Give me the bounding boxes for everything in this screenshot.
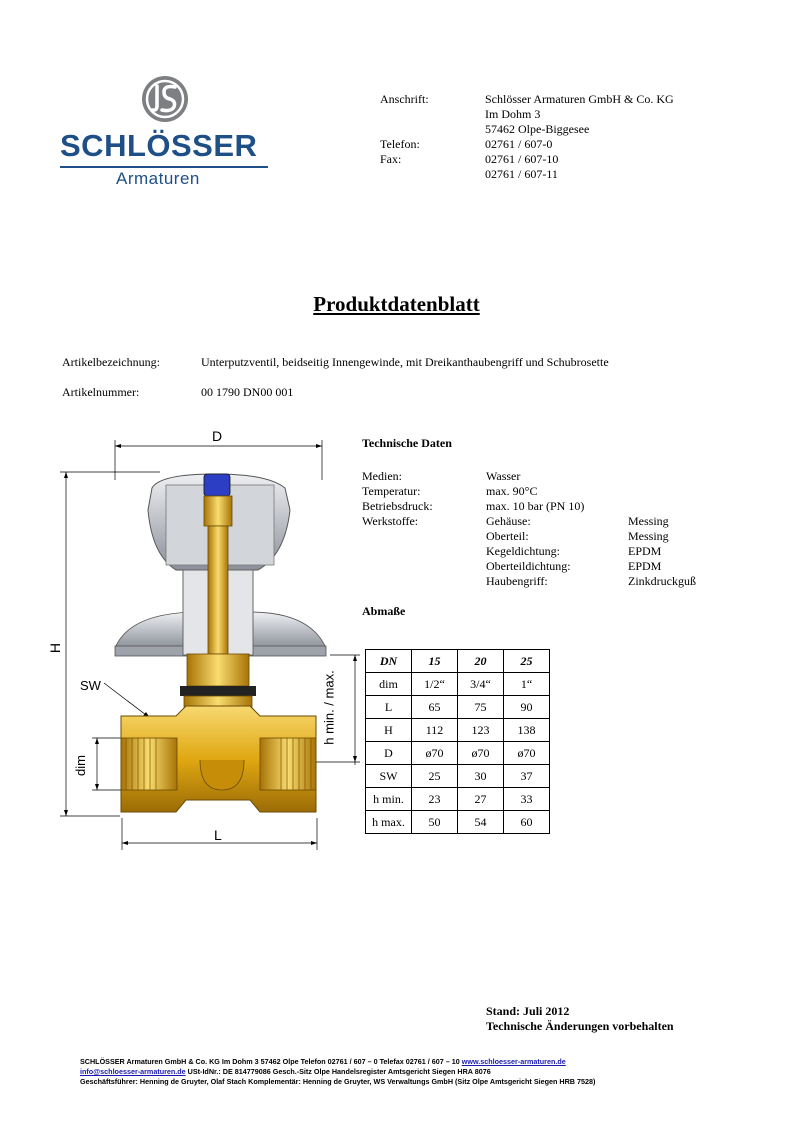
email-link[interactable]: info@schloesser-armaturen.de [80, 1067, 186, 1076]
table-cell: 112 [412, 719, 458, 742]
table-cell: 50 [412, 811, 458, 834]
logo-divider [60, 166, 268, 168]
tech-value: max. 90°C [486, 484, 538, 498]
table-row [366, 788, 550, 811]
table-cell: 23 [412, 788, 458, 811]
company-logo [58, 72, 274, 192]
material-value: Zinkdruckguß [628, 574, 696, 588]
table-cell: 123 [458, 719, 504, 742]
table-cell: 1“ [504, 673, 550, 696]
label-dim: dim [72, 755, 88, 776]
revision-date: Stand: Juli 2012 [486, 1004, 570, 1018]
material-part: Gehäuse: [486, 514, 531, 528]
footer-line [80, 1067, 595, 1077]
footer-text: SCHLÖSSER Armaturen GmbH & Co. KG Im Dohm 3 57462 Olpe Telefon 02761 / 607 – 0 Telefax 02761 / 607 – 10 [80, 1057, 462, 1066]
material-value: Messing [628, 529, 669, 543]
table-row [366, 673, 550, 696]
dimensions-heading: Abmaße [362, 604, 406, 618]
address-value: Im Dohm 3 [485, 107, 541, 121]
website-link[interactable]: www.schloesser-armaturen.de [461, 1057, 566, 1066]
material-part: Haubengriff: [486, 574, 548, 588]
table-header-cell: 20 [458, 650, 504, 673]
table-row [366, 811, 550, 834]
table-header-row [366, 650, 550, 673]
table-cell: 1/2“ [412, 673, 458, 696]
material-value: EPDM [628, 544, 662, 558]
label-h: H [47, 642, 64, 654]
table-cell: 25 [412, 765, 458, 788]
table-header-cell: 15 [412, 650, 458, 673]
table-cell: D [366, 742, 412, 765]
revision-note [486, 1004, 674, 1034]
tech-label: Betriebsdruck: [362, 499, 433, 513]
table-cell: L [366, 696, 412, 719]
article-name-label: Artikelbezeichnung: [62, 355, 160, 369]
table-cell: 65 [412, 696, 458, 719]
table-cell: h min. [366, 788, 412, 811]
table-cell: 60 [504, 811, 550, 834]
page-title: Produktdatenblatt [313, 292, 480, 316]
table-row [366, 765, 550, 788]
table-cell: 37 [504, 765, 550, 788]
tech-value: Wasser [486, 469, 521, 483]
material-value: Messing [628, 514, 669, 528]
page-footer [80, 1057, 595, 1087]
label-l: L [214, 827, 222, 843]
table-cell: 3/4“ [458, 673, 504, 696]
table-cell: ø70 [412, 742, 458, 765]
address-label: Fax: [380, 152, 402, 166]
table-cell: 27 [458, 788, 504, 811]
address-value: 02761 / 607-10 [485, 152, 559, 166]
table-cell: 90 [504, 696, 550, 719]
table-row [366, 719, 550, 742]
logo-wordmark: SCHLÖSSER [60, 128, 258, 163]
material-part: Oberteildichtung: [486, 559, 571, 573]
label-d: D [212, 428, 223, 444]
table-cell: 33 [504, 788, 550, 811]
material-value: EPDM [628, 559, 662, 573]
address-value: 02761 / 607-11 [485, 167, 558, 181]
revision-disclaimer: Technische Änderungen vorbehalten [486, 1019, 674, 1033]
materials-label: Werkstoffe: [362, 514, 419, 528]
address-value: Schlösser Armaturen GmbH & Co. KG [485, 92, 674, 106]
address-label: Telefon: [380, 137, 420, 151]
label-sw: SW [80, 678, 101, 693]
table-cell: H [366, 719, 412, 742]
logo-subtitle: Armaturen [116, 169, 200, 188]
table-row [366, 696, 550, 719]
footer-line [80, 1057, 595, 1067]
table-cell: 54 [458, 811, 504, 834]
address-label: Anschrift: [380, 92, 429, 106]
tech-label: Temperatur: [362, 484, 421, 498]
table-cell: 75 [458, 696, 504, 719]
logo-emblem-icon [58, 72, 274, 132]
table-cell: dim [366, 673, 412, 696]
valve-drawing [40, 420, 360, 860]
tech-value: max. 10 bar (PN 10) [486, 499, 585, 513]
footer-line: Geschäftsführer: Henning de Gruyter, Olaf Stach Komplementär: Henning de Gruyter, WS Verwaltungs GmbH (Sitz Olpe Amtsgericht Siegen HRB 7528) [80, 1077, 596, 1086]
dimensions-table [365, 649, 550, 834]
article-name-value: Unterputzventil, beidseitig Innengewinde, mit Dreikanthaubengriff und Schubrosette [201, 355, 609, 369]
table-cell: ø70 [504, 742, 550, 765]
table-header-cell: DN [366, 650, 412, 673]
table-cell: h max. [366, 811, 412, 834]
table-cell: SW [366, 765, 412, 788]
label-h-minmax: h min. / max. [321, 670, 337, 745]
tech-label: Medien: [362, 469, 402, 483]
material-part: Oberteil: [486, 529, 529, 543]
address-value: 02761 / 607-0 [485, 137, 553, 151]
article-number-label: Artikelnummer: [62, 385, 140, 399]
table-cell: ø70 [458, 742, 504, 765]
table-cell: 138 [504, 719, 550, 742]
article-number-value: 00 1790 DN00 001 [201, 385, 294, 399]
table-header-cell: 25 [504, 650, 550, 673]
material-part: Kegeldichtung: [486, 544, 560, 558]
address-value: 57462 Olpe-Biggesee [485, 122, 590, 136]
table-cell: 30 [458, 765, 504, 788]
table-row [366, 742, 550, 765]
tech-heading: Technische Daten [362, 436, 452, 450]
footer-text: USt-IdNr.: DE 814779086 Gesch.-Sitz Olpe Handelsregister Amtsgericht Siegen HRA 8076 [185, 1067, 491, 1076]
